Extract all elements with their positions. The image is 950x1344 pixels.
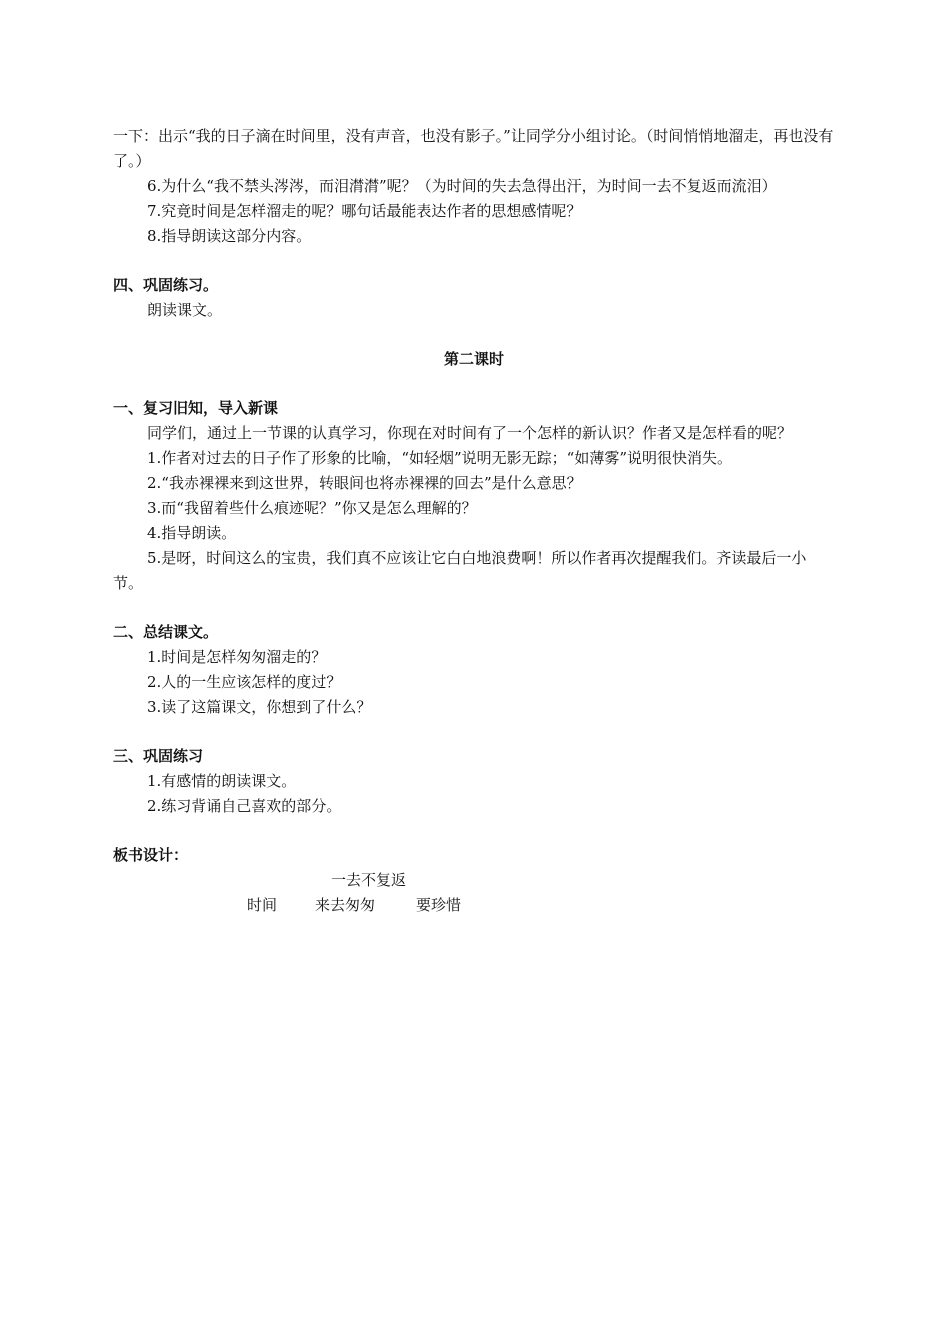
question-8: 8.指导朗读这部分内容。 [147, 227, 312, 245]
section-4-heading: 四、巩固练习。 [113, 276, 219, 294]
board-time-text: 时间 [247, 896, 278, 914]
board-come-text: 来去匆匆 [315, 896, 376, 914]
summary-heading: 二、总结课文。 [113, 623, 219, 641]
review-item: 5.是呀，时间这么的宝贵，我们真不应该让它白白地浪费啊！所以作者再次提醒我们。齐读最后一小节。 [113, 549, 807, 592]
board-heading: 板书设计： [113, 846, 189, 864]
summary-item: 3.读了这篇课文，你想到了什么？ [147, 698, 372, 716]
intro-paragraph: 一下：出示“我的日子滴在时间里，没有声音，也没有影子。”让同学分小组讨论。（时间悄悄地溜走，再也没有了。） [113, 127, 834, 170]
review-item: 3.而“我留着些什么痕迹呢？”你又是怎么理解的？ [147, 499, 477, 517]
review-item: 4.指导朗读。 [147, 524, 237, 542]
review-lead: 同学们，通过上一节课的认真学习，你现在对时间有了一个怎样的新认识？作者又是怎样看的呢？ [147, 424, 793, 442]
practice-heading: 三、巩固练习 [113, 747, 204, 765]
document-body [113, 124, 835, 918]
summary-item: 1.时间是怎样匆匆溜走的？ [147, 648, 327, 666]
question-7: 7.究竟时间是怎样溜走的呢？哪句话最能表达作者的思想感情呢？ [147, 202, 582, 220]
lesson-2-title: 第二课时 [443, 350, 504, 368]
review-heading: 一、复习旧知，导入新课 [113, 399, 279, 417]
question-6: 6.为什么“我不禁头涔涔，而泪潸潸”呢？（为时间的失去急得出汗，为时间一去不复返而流泪） [147, 177, 777, 195]
summary-item: 2.人的一生应该怎样的度过？ [147, 673, 342, 691]
board-top-text: 一去不复返 [331, 871, 407, 889]
review-item: 1.作者对过去的日子作了形象的比喻，“如轻烟”说明无影无踪；“如薄雾”说明很快消失。 [147, 449, 732, 467]
board-cherish-text: 要珍惜 [416, 896, 462, 914]
board-top-line [113, 868, 835, 893]
practice-item: 1.有感情的朗读课文。 [147, 772, 297, 790]
review-item: 2.“我赤裸裸来到这世界，转眼间也将赤裸裸的回去”是什么意思？ [147, 474, 582, 492]
board-bottom-line [113, 893, 835, 918]
section-4-text: 朗读课文。 [147, 301, 223, 319]
practice-item: 2.练习背诵自己喜欢的部分。 [147, 797, 342, 815]
